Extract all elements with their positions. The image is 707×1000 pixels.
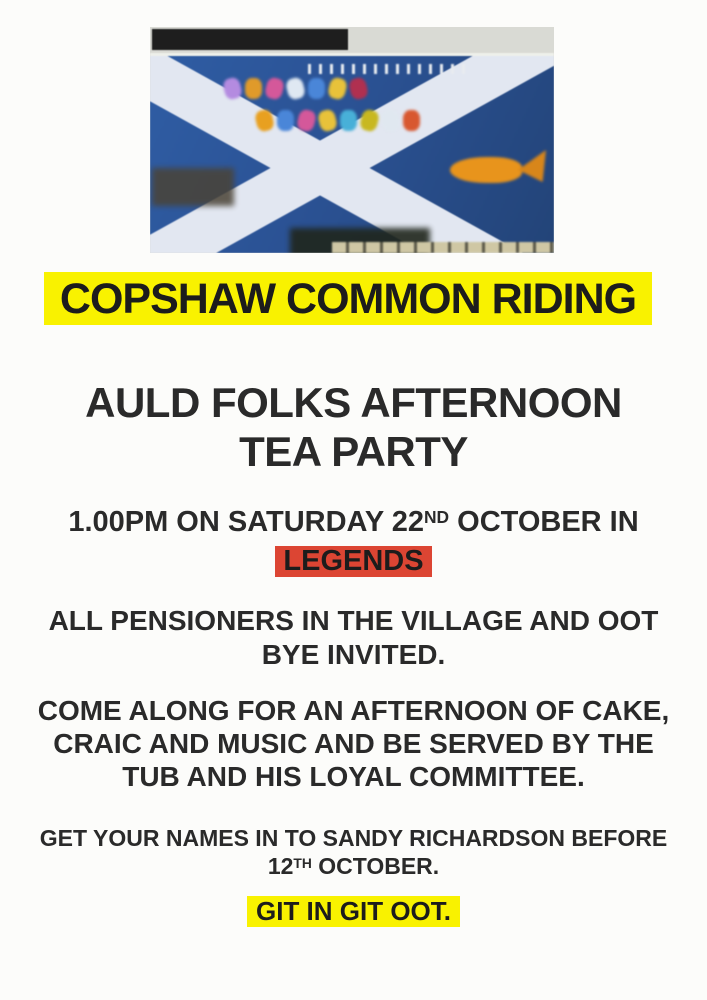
footer-slogan: GIT IN GIT OOT. <box>247 896 460 927</box>
names-text <box>0 824 707 884</box>
goldfish-tail <box>518 150 546 182</box>
magnet-letter <box>264 76 286 100</box>
ordinal-superscript: ND <box>423 507 450 528</box>
magnet-letters-row <box>224 78 367 99</box>
names-line: 12TH OCTOBER. <box>267 853 440 879</box>
pensioners-text <box>0 604 707 672</box>
goldfish-body <box>450 157 522 183</box>
title-banner: COPSHAW COMMON RIDING <box>44 272 652 325</box>
come-along-line: CRAIC AND MUSIC AND BE SERVED BY THE <box>53 728 654 759</box>
come-along-text <box>0 694 707 793</box>
magnet-letter <box>308 78 325 99</box>
magnet-letter <box>296 108 318 132</box>
come-along-line: COME ALONG FOR AN AFTERNOON OF CAKE, <box>37 695 670 726</box>
photo-shadow-patch <box>152 168 234 206</box>
names-line: GET YOUR NAMES IN TO SANDY RICHARDSON BEFORE <box>39 825 668 851</box>
magnet-letter <box>245 78 262 99</box>
magnet-letter <box>327 76 349 100</box>
magnet-letter <box>317 108 339 132</box>
saltire-flag <box>150 53 554 253</box>
magnet-letter <box>380 108 402 132</box>
flag-photo-inner <box>150 27 554 253</box>
magnet-letter <box>340 110 357 131</box>
pensioners-line: ALL PENSIONERS IN THE VILLAGE AND OOT <box>48 605 659 636</box>
date-text: 1.00PM ON SATURDAY 22ND OCTOBER IN <box>68 506 639 538</box>
magnet-letter <box>222 76 244 100</box>
magnet-letter <box>277 110 294 131</box>
date-line <box>0 506 707 578</box>
goldfish-cutout <box>450 150 546 188</box>
magnet-letter <box>254 108 276 132</box>
flag-hem-ticks <box>300 64 470 74</box>
magnet-letters-row <box>256 110 420 131</box>
ordinal-superscript: TH <box>293 855 312 871</box>
venue-highlight: LEGENDS <box>275 546 431 577</box>
headline-line: TEA PARTY <box>239 428 468 475</box>
magnet-letter <box>348 76 370 100</box>
magnet-letter <box>403 110 420 131</box>
magnet-letter <box>285 76 307 100</box>
flag-photo <box>150 27 554 253</box>
footer <box>0 896 707 927</box>
headline-line: AULD FOLKS AFTERNOON <box>85 379 622 426</box>
photo-background-strip <box>150 27 554 53</box>
photo-wall-strip <box>332 242 554 253</box>
headline <box>0 378 707 476</box>
come-along-line: TUB AND HIS LOYAL COMMITTEE. <box>122 761 585 792</box>
photo-dark-object <box>152 29 348 50</box>
magnet-letter <box>359 108 381 132</box>
pensioners-line: BYE INVITED. <box>261 639 446 670</box>
